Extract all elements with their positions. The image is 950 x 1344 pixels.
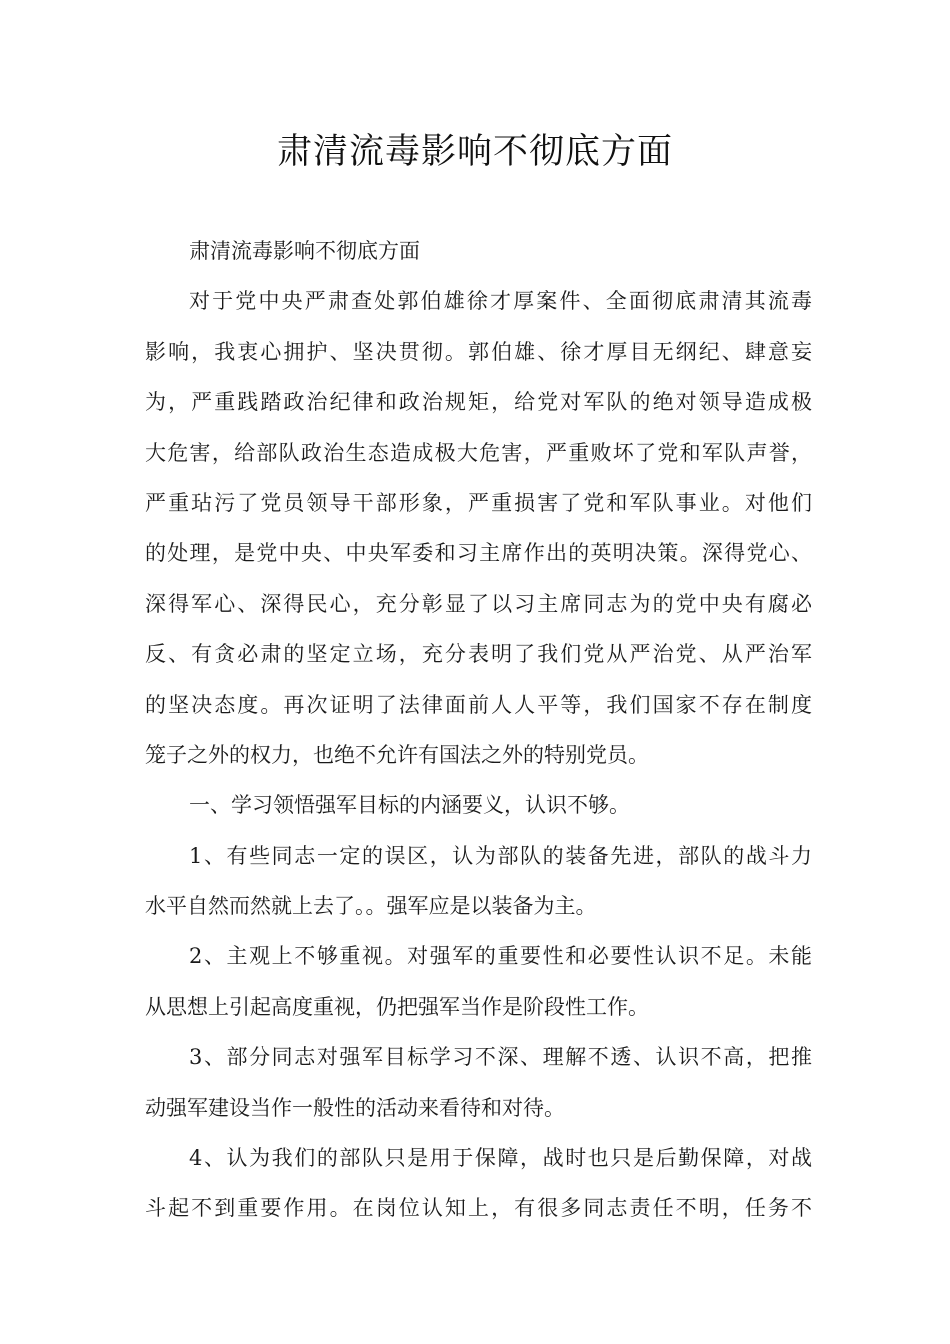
text-line: 斗起不到重要作用。在岗位认知上，有很多同志责任不明，任务不 [145,1196,812,1221]
text-line: 深得军心、深得民心，充分彰显了以习主席同志为的党中央有腐必 [145,591,812,616]
text-line: 为，严重践踏政治纪律和政治规矩，给党对军队的绝对领导造成极 [145,390,812,415]
text-line: 的处理，是党中央、中央军委和习主席作出的英明决策。深得党心、 [145,541,812,566]
text-line: 4、认为我们的部队只是用于保障，战时也只是后勤保障，对战 [189,1146,812,1171]
document-body [145,226,812,1234]
text-line: 对于党中央严肃查处郭伯雄徐才厚案件、全面彻底肃清其流毒 [189,289,812,314]
text-line: 影响，我衷心拥护、坚决贯彻。郭伯雄、徐才厚目无纲纪、肆意妄 [145,339,812,364]
text-line: 动强军建设当作一般性的活动来看待和对待。 [145,1095,565,1120]
text-line: 的坚决态度。再次证明了法律面前人人平等，我们国家不存在制度 [145,692,812,717]
text-line: 严重玷污了党员领导干部形象，严重损害了党和军队事业。对他们 [145,490,812,515]
text-line: 大危害，给部队政治生态造成极大危害，严重败坏了党和军队声誉， [145,440,812,465]
text-line: 笼子之外的权力，也绝不允许有国法之外的特别党员。 [145,742,649,767]
text-line: 水平自然而然就上去了。。强军应是以装备为主。 [145,894,597,919]
text-line: 3、部分同志对强军目标学习不深、理解不透、认识不高，把推 [189,1045,812,1070]
text-line: 肃清流毒影响不彻底方面 [189,239,420,263]
document-title: 肃清流毒影响不彻底方面 [276,132,673,172]
text-line: 一、学习领悟强军目标的内涵要义，认识不够。 [189,793,630,818]
text-line: 反、有贪必肃的坚定立场，充分表明了我们党从严治党、从严治军 [145,642,812,667]
text-line: 1、有些同志一定的误区，认为部队的装备先进，部队的战斗力 [189,843,812,868]
text-line: 2、主观上不够重视。对强军的重要性和必要性认识不足。未能 [189,944,812,969]
text-line: 从思想上引起高度重视，仍把强军当作是阶段性工作。 [145,994,649,1019]
